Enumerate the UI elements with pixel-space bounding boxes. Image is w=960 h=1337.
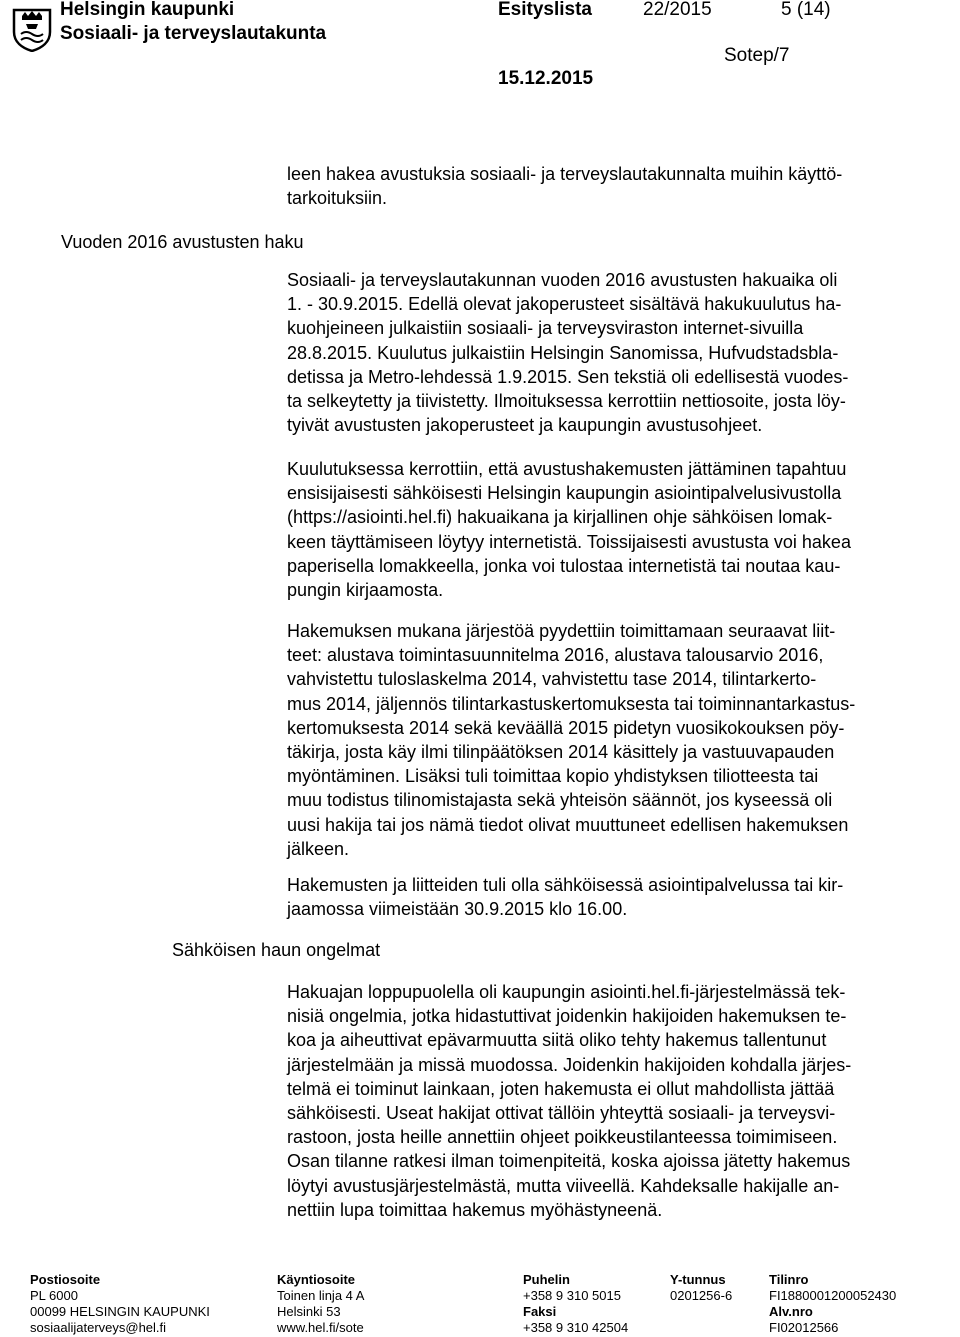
text-line: telmä ei toiminut lainkaan, joten hakemusta ei ollut mahdollista jättää bbox=[287, 1078, 835, 1099]
text-line: pungin kirjaamosta. bbox=[287, 579, 444, 600]
meeting-date: 15.12.2015 bbox=[498, 68, 594, 89]
text-line: kuohjeineen julkaistiin sosiaali- ja terveysviraston internet-sivuilla bbox=[287, 318, 804, 339]
footer-ytunnus bbox=[670, 1272, 732, 1304]
footer-label: Puhelin bbox=[523, 1272, 570, 1287]
footer-label: Tilinro bbox=[769, 1272, 809, 1287]
footer-website: www.hel.fi/sote bbox=[277, 1320, 364, 1335]
text-line: paperisella lomakkeella, jonka voi tulostaa internetistä tai noutaa kau- bbox=[287, 555, 841, 576]
side-heading-haku: Vuoden 2016 avustusten haku bbox=[61, 232, 304, 252]
text-line: keen täyttämiseen löytyy internetistä. Toissijaisesti avustusta voi hakea bbox=[287, 531, 851, 552]
footer-value: +358 9 310 42504 bbox=[523, 1320, 629, 1335]
paragraph-p3 bbox=[287, 619, 947, 861]
text-line: jaamossa viimeistään 30.9.2015 klo 16.00. bbox=[287, 899, 628, 920]
paragraph-p1 bbox=[287, 268, 947, 437]
text-line: vahvistettu tuloslaskelma 2014, vahvistettu tase 2014, tilintarkerto- bbox=[287, 669, 817, 690]
org-name: Helsingin kaupunki bbox=[60, 0, 235, 20]
text-line: Hakemusten ja liitteiden tuli olla sähköisessä asiointipalvelussa tai kir- bbox=[287, 875, 844, 895]
footer-value: Helsinki 53 bbox=[277, 1304, 341, 1319]
text-line: täkirja, josta käy ilmi tilinpäätöksen 2014 käsittely ja vastuuvapauden bbox=[287, 741, 835, 762]
text-line: detissa ja Metro-lehdessä 1.9.2015. Sen tekstiä oli edellisestä vuodes- bbox=[287, 366, 849, 387]
text-line: teet: alustava toimintasuunnitelma 2016, alustava talousarvio 2016, bbox=[287, 645, 824, 666]
text-line: ta selkeytetty ja tiivistetty. Ilmoituksessa kerrottiin nettiosoite, josta löy- bbox=[287, 390, 846, 411]
page-number: 5 (14) bbox=[781, 0, 831, 20]
footer-label: Y-tunnus bbox=[670, 1272, 726, 1287]
text-line: (https://asiointi.hel.fi) hakuaikana ja kirjallinen ohje sähköisen lomak- bbox=[287, 507, 833, 528]
footer-email: sosiaalijaterveys@hel.fi bbox=[30, 1320, 167, 1335]
text-line: muu todistus tilinomistajasta sekä yhteisön säännöt, jos kyseessä oli bbox=[287, 790, 833, 811]
footer-value: 0201256-6 bbox=[670, 1288, 733, 1303]
footer-label: Alv.nro bbox=[769, 1304, 813, 1319]
side-heading-ongelmat: Sähköisen haun ongelmat bbox=[172, 940, 381, 960]
text-line: rastoon, josta heille annettiin ohjeet poikkeustilanteessa toimimiseen. bbox=[287, 1127, 838, 1148]
footer-value: PL 6000 bbox=[30, 1288, 78, 1303]
text-line: leen hakea avustuksia sosiaali- ja terveyslautakunnalta muihin käyttö- bbox=[287, 164, 843, 184]
doc-number: 22/2015 bbox=[643, 0, 712, 20]
text-line: Osan tilanne ratkesi ilman toimenpiteitä, koska ajoissa jätetty hakemus bbox=[287, 1151, 851, 1172]
footer-label: Faksi bbox=[523, 1304, 557, 1319]
text-line: tarkoituksiin. bbox=[287, 188, 388, 209]
text-line: Kuulutuksessa kerrottiin, että avustushakemusten jättäminen tapahtuu bbox=[287, 459, 847, 479]
paragraph-p5 bbox=[287, 980, 947, 1222]
reference: Sotep/7 bbox=[724, 45, 790, 66]
text-line: koa ja aiheuttivat epävarmuutta siitä oliko tehty hakemus tallentunut bbox=[287, 1030, 827, 1051]
paragraph-p0 bbox=[287, 162, 947, 210]
text-line: nettiin lupa toimittaa hakemus myöhästyneenä. bbox=[287, 1199, 663, 1220]
footer-value: FI02012566 bbox=[769, 1320, 839, 1335]
helsinki-crest-icon bbox=[12, 8, 52, 52]
footer-value: FI1880001200052430 bbox=[769, 1288, 897, 1303]
footer-value: 00099 HELSINGIN KAUPUNKI bbox=[30, 1304, 210, 1319]
doc-type: Esityslista bbox=[498, 0, 592, 20]
text-line: löytyi avustusjärjestelmästä, mutta viiveellä. Kahdeksalle hakijalle an- bbox=[287, 1175, 840, 1196]
text-line: mus 2014, jäljennös tilintarkastuskertomuksesta tai toiminnantarkastus- bbox=[287, 693, 856, 714]
text-line: uusi hakija tai jos nämä tiedot olivat muuttuneet edellisen hakemuksen bbox=[287, 814, 849, 835]
text-line: tyivät avustusten jakoperusteet ja kaupungin avustusohjeet. bbox=[287, 415, 763, 436]
text-line: Hakuajan loppupuolella oli kaupungin asiointi.hel.fi-järjestelmässä tek- bbox=[287, 982, 846, 1002]
text-line: järjestelmään ja missä muodossa. Joidenkin hakijoiden kohdalla järjes- bbox=[287, 1054, 852, 1075]
footer-puhelin bbox=[523, 1272, 628, 1336]
footer-label: Käyntiosoite bbox=[277, 1272, 356, 1287]
text-line: sähköisesti. Useat hakijat ottivat tällöin yhteyttä sosiaali- ja terveysvi- bbox=[287, 1102, 836, 1123]
text-line: jälkeen. bbox=[287, 838, 350, 859]
text-line: myöntäminen. Lisäksi tuli toimittaa kopio yhdistyksen tiliotteesta tai bbox=[287, 766, 819, 787]
footer-value: Toinen linja 4 A bbox=[277, 1288, 365, 1303]
footer-label: Postiosoite bbox=[30, 1272, 101, 1287]
footer-kayntiosoite bbox=[277, 1272, 364, 1336]
unit-name: Sosiaali- ja terveyslautakunta bbox=[60, 23, 327, 44]
text-line: kertomuksesta 2014 sekä keväällä 2015 pidetyn vuosikokouksen pöy- bbox=[287, 717, 845, 738]
text-line: 1. - 30.9.2015. Edellä olevat jakoperusteet sisältävä hakukuulutus ha- bbox=[287, 294, 842, 315]
footer-tilinro bbox=[769, 1272, 896, 1336]
text-line: Hakemuksen mukana järjestöä pyydettiin toimittamaan seuraavat liit- bbox=[287, 621, 836, 641]
text-line: 28.8.2015. Kuulutus julkaistiin Helsingin Sanomissa, Hufvudstadsbla- bbox=[287, 342, 839, 363]
text-line: ensisijaisesti sähköisesti Helsingin kaupungin asiointipalvelusivustolla bbox=[287, 483, 842, 504]
text-line: Sosiaali- ja terveyslautakunnan vuoden 2016 avustusten hakuaika oli bbox=[287, 270, 838, 290]
paragraph-p2 bbox=[287, 457, 947, 602]
paragraph-p4 bbox=[287, 873, 947, 921]
text-line: nisiä ongelmia, jotka hidastuttivat joidenkin hakijoiden hakemuksen te- bbox=[287, 1006, 847, 1027]
footer-postiosoite bbox=[30, 1272, 210, 1336]
footer-value: +358 9 310 5015 bbox=[523, 1288, 621, 1303]
